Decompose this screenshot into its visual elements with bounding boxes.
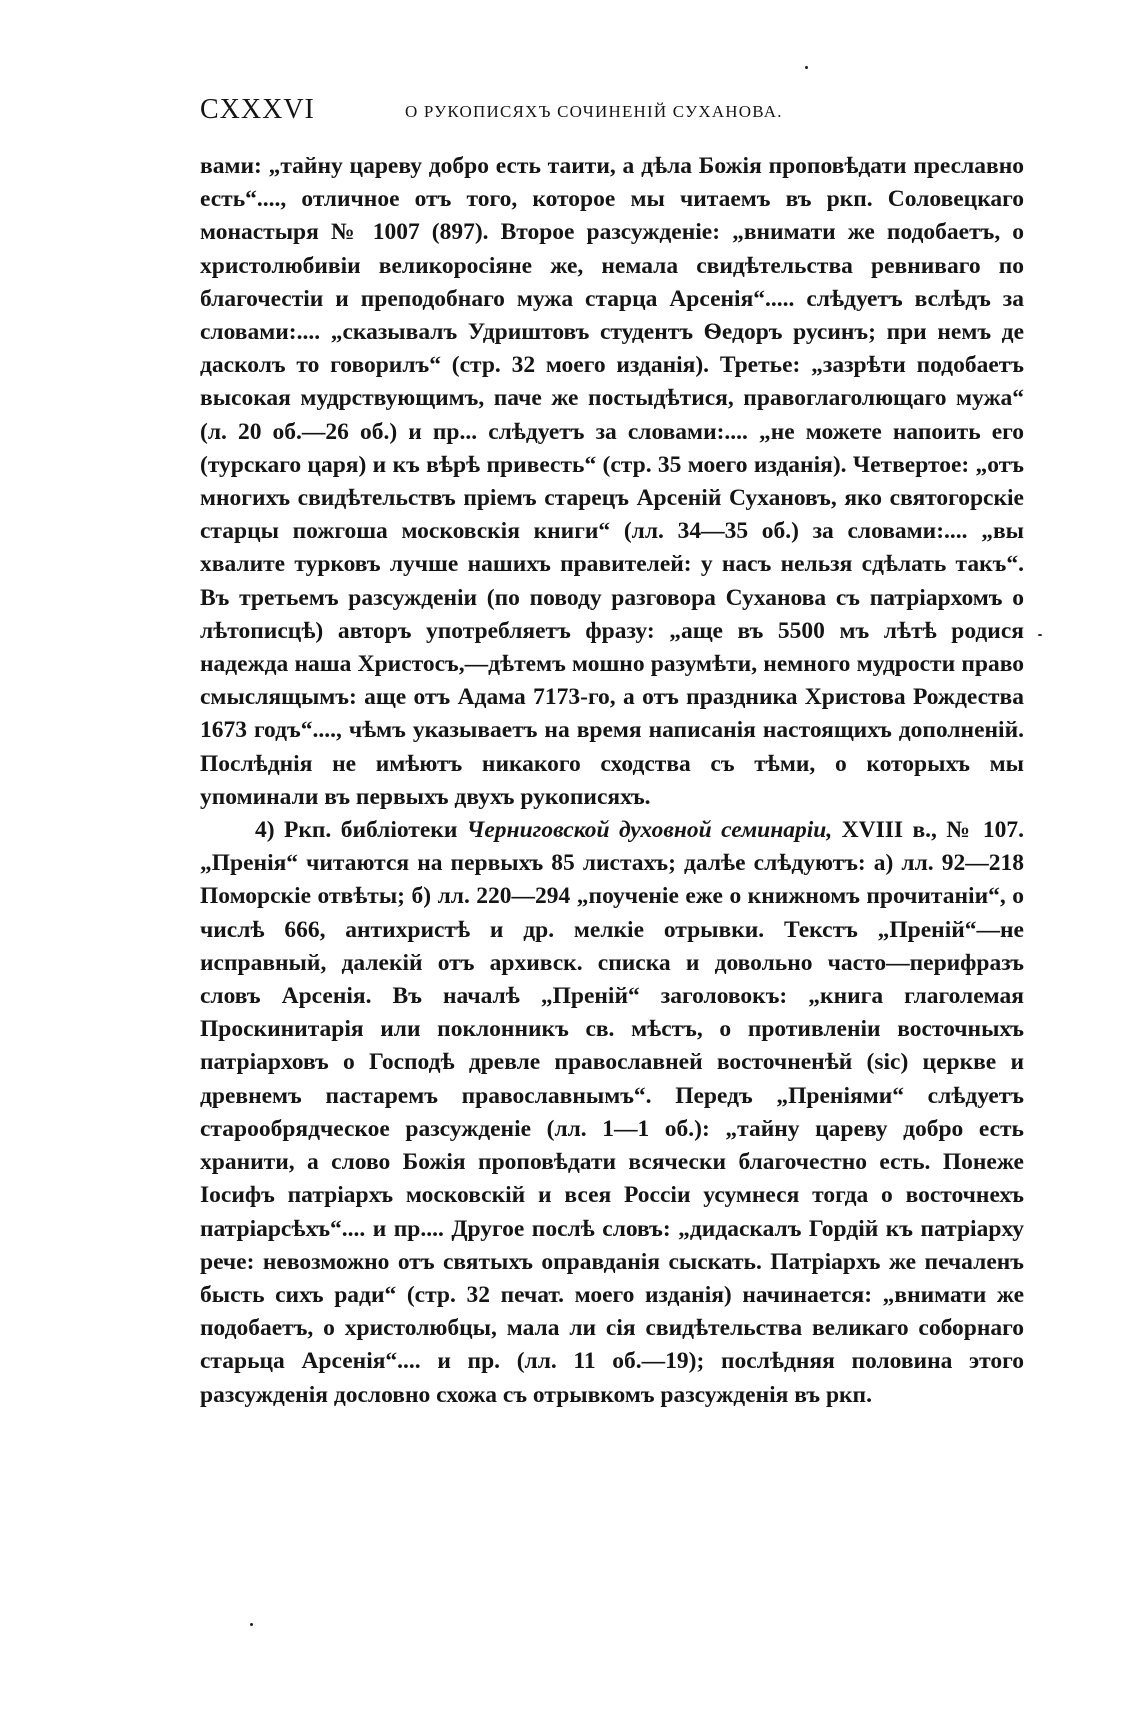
paragraph-2-rest: XVIII в., № 107. „Пренія“ читаются на первыхъ 85 листахъ; далѣе слѣдуютъ: а) лл. 92—218 Поморскіе отвѣты; б) лл. 220—294 „поученіе еже о книжномъ прочитаніи“, о числѣ 666, антихристѣ и др. мелкіе отрывки. Текстъ „Преній“—не исправный, далекій отъ архивск. списка и довольно часто—перифразъ словъ Арсенія. Въ началѣ „Преній“ заголовокъ: „книга глаголемая Проскинитарія или поклонникъ св. мѣстъ, о противленіи восточныхъ патріарховъ о Господѣ древле православней восточненѣй (sic) церкве и древнемъ пастаремъ православнымъ“. Передъ „Преніями“ слѣдуетъ старообрядческое разсужденіе (лл. 1—1 об.): „тайну цареву добро есть хранити, а слово Божія проповѣдати всячески благочестно есть. Понеже Іосифъ патріархъ московскій и всея Россіи усумнеся тогда о восточнехъ патріарсѣхъ“.... и пр.... Другое послѣ словъ: „дидаскалъ Гордій къ патріарху рече: невозможно отъ святыхъ оправданія сыскать. Патріархъ же печаленъ бысть сихъ ради“ (стр. 32 печат. моего изданія) начинается: „внимати же подобаетъ, о христолюбцы, мала ли сія свидѣтельства великаго соборнаго старьца Арсенія“.... и пр. (лл. 11 об.—19); послѣдняя половина этого разсужденія дословно схожа съ отрывкомъ разсужденія въ ркп. [200, 817, 1024, 1408]
paragraph-2 [200, 814, 1024, 1412]
paragraph-2-lead: 4) Ркп. библіотеки [255, 817, 467, 844]
running-title: О РУКОПИСЯХЪ СОЧИНЕНІЙ СУХАНОВА. [405, 102, 783, 121]
page-header [200, 90, 1024, 150]
page [200, 90, 1024, 1650]
body-text [200, 150, 1024, 1412]
paragraph-1: вами: „тайну цареву добро есть таити, а дѣла Божія проповѣдати преславно есть“...., отличное отъ того, которое мы читаемъ въ ркп. Соловецкаго монастыря № 1007 (897). Второе разсужденіе: „внимати же подобаетъ, о христолюбивіи великоросіяне же, немала свидѣтельства ревниваго по благочестіи и преподобнаго мужа старца Арсенія“..... слѣдуетъ вслѣдъ за словами:.... „сказывалъ Удриштовъ студентъ Ѳедоръ русинъ; при немъ де дасколъ то говорилъ“ (стр. 32 моего изданія). Третье: „зазрѣти подобаетъ высокая мудрствующимъ, паче же постыдѣтися, правоглаголющаго мужа“ (л. 20 об.—26 об.) и пр... слѣдуетъ за словами:.... „не можете напоить его (турскаго царя) и къ вѣрѣ привесть“ (стр. 35 моего изданія). Четвертое: „отъ многихъ свидѣтельствъ пріемъ старецъ Арсеній Сухановъ, яко святогорскіе старцы пожгоша московскія книги“ (лл. 34—35 об.) за словами:.... „вы хвалите турковъ лучше нашихъ правителей: у насъ нельзя сдѣлать такъ“. Въ третьемъ разсужденіи (по поводу разговора Суханова съ патріархомъ о лѣтописцѣ) авторъ употребляетъ фразу: „аще въ 5500 мъ лѣтѣ родися надежда наша Христосъ,—дѣтемъ мошно разумѣти, немного мудрости право смыслящымъ: аще отъ Адама 7173-го, а отъ праздника Христова Рождества 1673 годъ“...., чѣмъ указываетъ на время написанія настоящихъ дополненій. Послѣднія не имѣютъ никакого сходства съ тѣми, о которыхъ мы упоминали въ первыхъ двухъ рукописяхъ. [200, 153, 1024, 810]
speck-mark [1038, 634, 1042, 636]
speck-mark [805, 66, 808, 69]
seminary-name: Черниговской духовной семинаріи, [466, 817, 833, 844]
page-number: CXXXVI [200, 94, 315, 125]
